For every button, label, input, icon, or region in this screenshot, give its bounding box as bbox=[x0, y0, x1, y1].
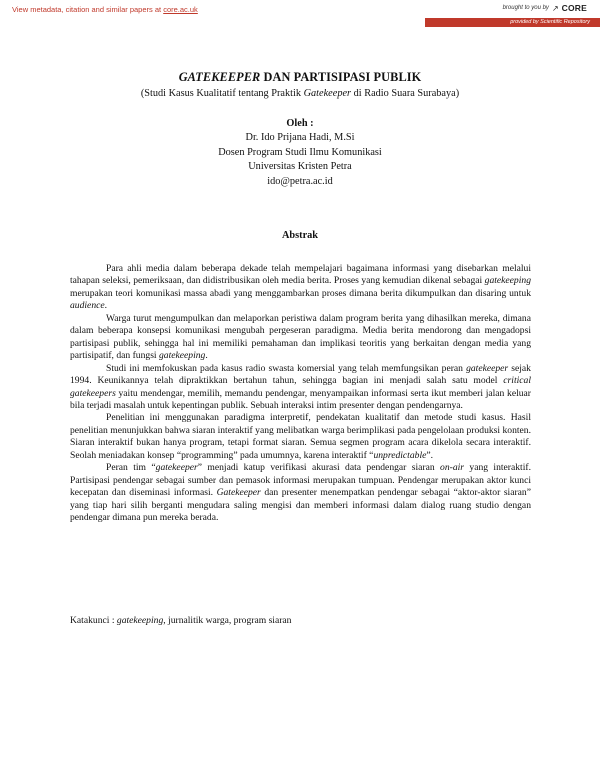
abstract-paragraph-1 bbox=[70, 263, 531, 313]
p2-c: . bbox=[205, 350, 208, 362]
abstract-paragraph-2 bbox=[70, 313, 531, 363]
author-position: Dosen Program Studi Ilmu Komunikasi bbox=[218, 146, 382, 158]
keywords-line bbox=[70, 615, 291, 626]
paper-subtitle bbox=[0, 88, 600, 99]
subtitle-pre: (Studi Kasus Kualitatif tentang Praktik bbox=[140, 88, 304, 99]
title-italic: GATEKEEPER bbox=[178, 70, 261, 84]
p3-a: Studi ini memfokuskan pada kasus radio swasta komersial yang telah memfungsikan peran bbox=[106, 362, 467, 374]
brought-by-text: brought to you by bbox=[502, 5, 549, 11]
core-banner bbox=[0, 0, 600, 26]
p3-b: gatekeeper bbox=[466, 362, 509, 374]
p1-c: merupakan teori komunikasi massa abadi yang menggambarkan proses dimana berita dikumpulkan dan disaring untuk bbox=[70, 287, 531, 299]
p3-e: yaitu mendengar, memilih, memandu pendengar, menyampaikan informasi serta ikut memberi jalan keluar bila terjadi masalah untuk kepentingan publik. Sebuah interaksi intim presenter dengan pendengarnya. bbox=[70, 387, 531, 411]
author-name: Dr. Ido Prijana Hadi, M.Si bbox=[245, 132, 355, 144]
p1-e: . bbox=[104, 300, 108, 312]
title-rest: DAN PARTISIPASI PUBLIK bbox=[260, 70, 422, 84]
p5-c: ” menjadi katup verifikasi akurasi data pendengar siaran bbox=[197, 462, 441, 474]
core-brand[interactable] bbox=[503, 3, 587, 13]
keywords-rest: , jurnalitik warga, program siaran bbox=[163, 615, 292, 626]
author-label: Oleh : bbox=[286, 118, 314, 129]
abstract-body bbox=[70, 263, 531, 525]
p4-b: unpredictable bbox=[373, 449, 427, 461]
p5-a: Peran tim “ bbox=[106, 462, 156, 474]
core-logo-icon: ↗ bbox=[551, 3, 559, 13]
keywords-italic: gatekeeping bbox=[116, 615, 164, 626]
abstract-heading: Abstrak bbox=[281, 230, 319, 241]
core-metadata-link[interactable] bbox=[12, 5, 198, 14]
p4-a: Penelitian ini menggunakan paradigma interpretif, pendekatan kualitatif dan metode studi kasus. Hasil penelitian menunjukkan bahwa siaran interaktif yang melibatkan warga berimplikasi pada pengelolaan produksi konten. Siaran interaktif bukan hanya program, tetapi format siaran. Semua segmen program acara dikelola secara interaktif. Seolah meniadakan konsep “programming” pada umumnya, karena interaktif “ bbox=[70, 412, 531, 461]
p1-d: audience bbox=[70, 300, 105, 312]
p1-b: gatekeeping bbox=[484, 275, 531, 287]
p1-a: Para ahli media dalam beberapa dekade telah mempelajari bagaimana informasi yang disebarkan melalui tahapan seleksi, pemeriksaan, dan didistribusikan oleh media berita. Proses yang kemudian dikenal sebagai bbox=[70, 263, 531, 287]
core-link-domain[interactable]: core.ac.uk bbox=[163, 5, 198, 14]
p4-c: ”. bbox=[426, 449, 434, 461]
p2-b: gatekeeping bbox=[159, 350, 206, 362]
p5-f: Gatekeeper bbox=[216, 487, 261, 499]
abstract-paragraph-5 bbox=[70, 462, 531, 524]
p5-d: on-air bbox=[440, 462, 465, 474]
p2-a: Warga turut mengumpulkan dan melaporkan peristiwa dalam program berita yang dihasilkan mereka, dimana dalam beberapa konsepsi komunikasi mengubah pergeseran paradigma. Media berita mendorong dan mengadopsi partisipasi publik, sehingga hal ini memiliki pemahaman dan implikasi teoritis yang berkaitan dengan media yang partisipatif, dan fungsi bbox=[70, 312, 531, 362]
p3-c: sejak 1994. Keunikannya telah dipraktikkan bertahun tahun, sehingga bagian ini menjadi salah satu model bbox=[70, 362, 531, 387]
p5-g: dan presenter menempatkan pendengar sebagai “aktor-aktor siaran” yang tiap hari silih berganti mengudara saling mengisi dan memberi informasi dalam dialog ruang studio dengan pendengar dimana pun mereka berada. bbox=[70, 487, 531, 524]
p5-e: yang interaktif. Partisipasi pendengar sebagai sumber dan pemasok informasi merupakan tumpuan. Pendengar merupakan aktor kunci kecepatan dan diseminasi informasi. bbox=[70, 462, 531, 499]
author-block bbox=[0, 117, 600, 189]
subtitle-italic: Gatekeeper bbox=[303, 88, 352, 99]
author-email: ido@petra.ac.id bbox=[267, 175, 333, 187]
abstract-paragraph-3 bbox=[70, 363, 531, 413]
p5-b: gatekeeper bbox=[155, 462, 198, 474]
abstract-paragraph-4 bbox=[70, 412, 531, 462]
paper-title bbox=[0, 70, 600, 85]
keywords-label: Katakunci : bbox=[70, 615, 117, 626]
provider-strip: provided by Scientific Repository bbox=[425, 18, 600, 27]
core-logo-text[interactable]: CORE bbox=[561, 3, 587, 13]
author-institution: Universitas Kristen Petra bbox=[248, 161, 352, 173]
p3-d: critical gatekeepers bbox=[70, 375, 531, 399]
core-link-text[interactable]: View metadata, citation and similar papers at bbox=[12, 5, 162, 14]
subtitle-post: di Radio Suara Surabaya) bbox=[351, 88, 460, 99]
